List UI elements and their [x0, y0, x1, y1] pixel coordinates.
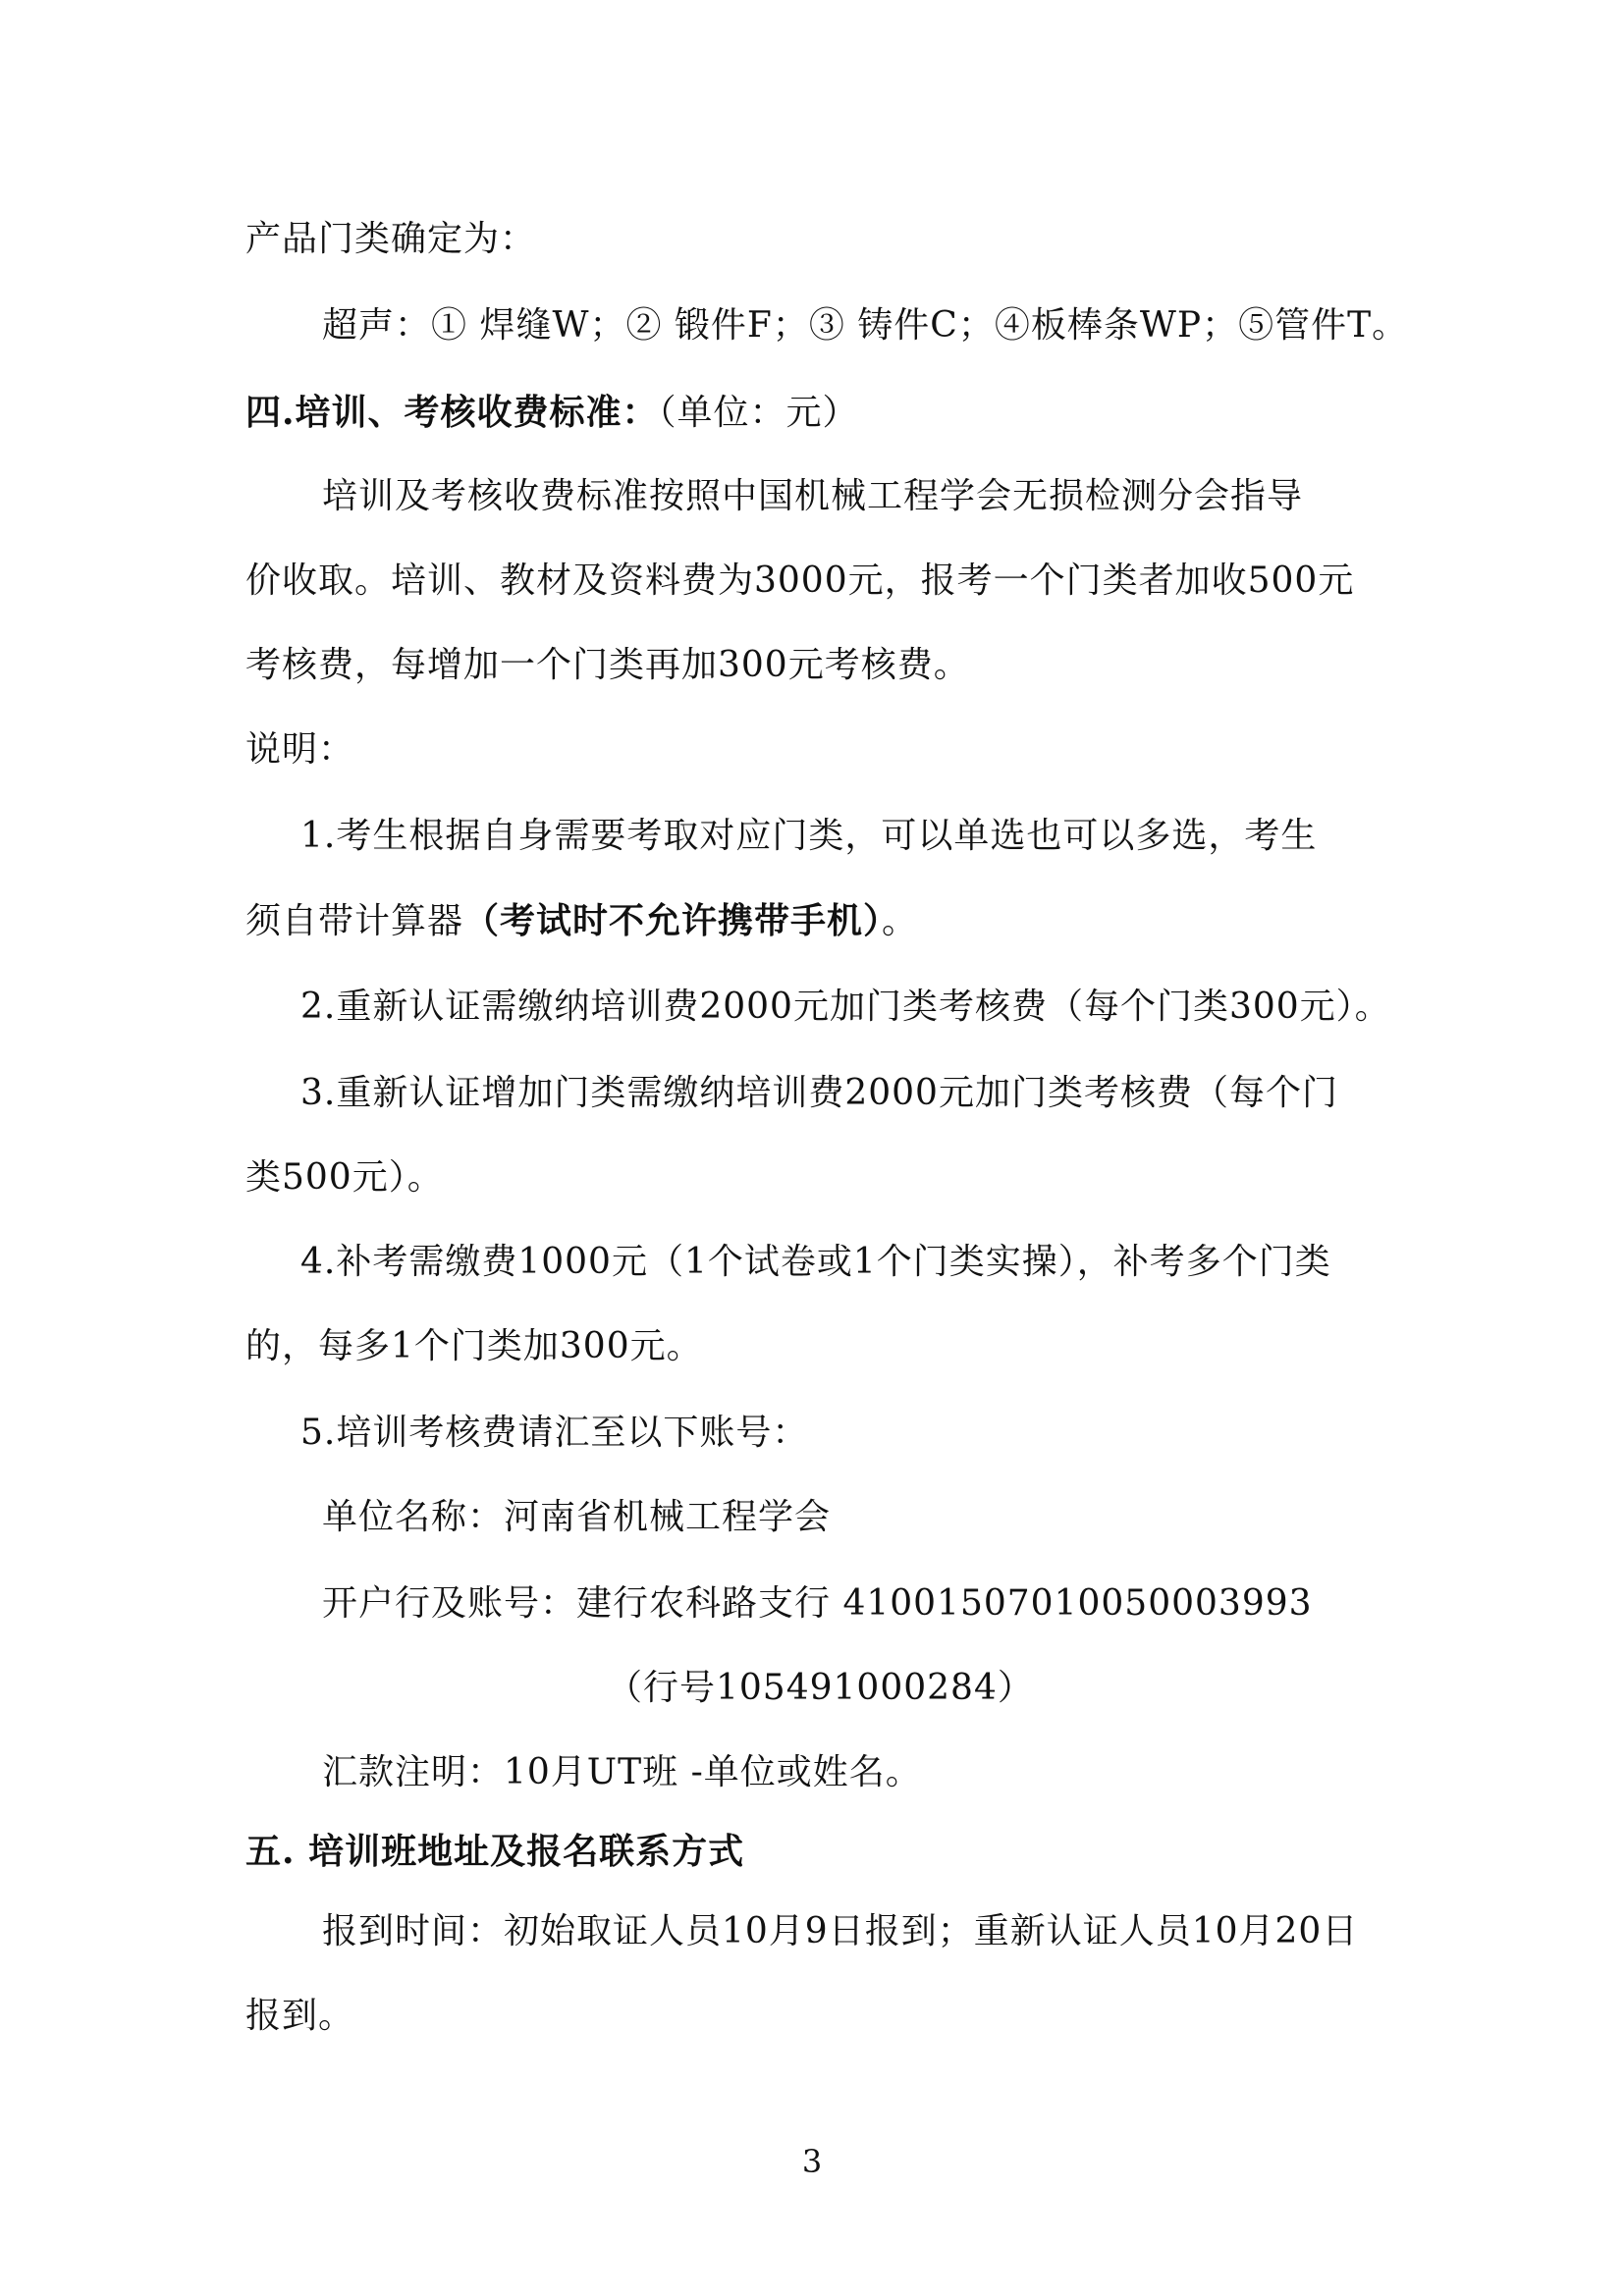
ut-categories-line: 超声：① 焊缝W；② 锻件F；③ 铸件C；④板棒条WP；⑤管件T。	[322, 305, 1409, 346]
section4-body-line: 价收取。培训、教材及资料费为3000元，报考一个门类者加收500元	[245, 561, 1355, 601]
note-item-3: 3.重新认证增加门类需缴纳培训费2000元加门类考核费（每个门	[300, 1073, 1338, 1113]
note-item-1-cont	[245, 899, 918, 943]
section4-unit: （单位：元）	[658, 393, 859, 433]
intro-line: 产品门类确定为：	[245, 219, 537, 259]
notes-label: 说明：	[245, 729, 355, 770]
note-item-3-cont: 类500元）。	[245, 1157, 444, 1198]
section4-heading: 四.培训、考核收费标准：	[245, 392, 659, 433]
note-item-5: 5.培训考核费请汇至以下账号：	[300, 1413, 809, 1453]
account-bank: 开户行及账号：建行农科路支行 41001507010050003993	[322, 1583, 1313, 1624]
note-item-1-suffix: 。	[882, 901, 919, 941]
account-unit-name: 单位名称：河南省机械工程学会	[322, 1497, 832, 1537]
note-item-1-prefix: 须自带计算器	[245, 901, 464, 941]
section4-heading-line	[245, 391, 859, 435]
note-item-4-cont: 的，每多1个门类加300元。	[245, 1326, 703, 1366]
note-item-2: 2.重新认证需缴纳培训费2000元加门类考核费（每个门类300元）。	[300, 987, 1391, 1027]
report-time-line: 报到时间：初始取证人员10月9日报到；重新认证人员10月20日	[322, 1911, 1359, 1951]
account-remark: 汇款注明：10月UT班 -单位或姓名。	[322, 1752, 922, 1792]
section4-body-line: 培训及考核收费标准按照中国机械工程学会无损检测分会指导	[322, 476, 1304, 516]
phone-warning: （考试时不允许携带手机）	[463, 900, 883, 941]
report-time-cont: 报到。	[245, 1996, 355, 2036]
section5-heading: 五. 培训班地址及报名联系方式	[245, 1831, 745, 1872]
section4-body-line: 考核费，每增加一个门类再加300元考核费。	[245, 645, 970, 685]
note-item-4: 4.补考需缴费1000元（1个试卷或1个门类实操），补考多个门类	[300, 1242, 1331, 1282]
page-number: 3	[801, 2143, 823, 2180]
account-bank-code: （行号105491000284）	[607, 1668, 1034, 1708]
note-item-1: 1.考生根据自身需要考取对应门类，可以单选也可以多选，考生	[300, 816, 1318, 856]
